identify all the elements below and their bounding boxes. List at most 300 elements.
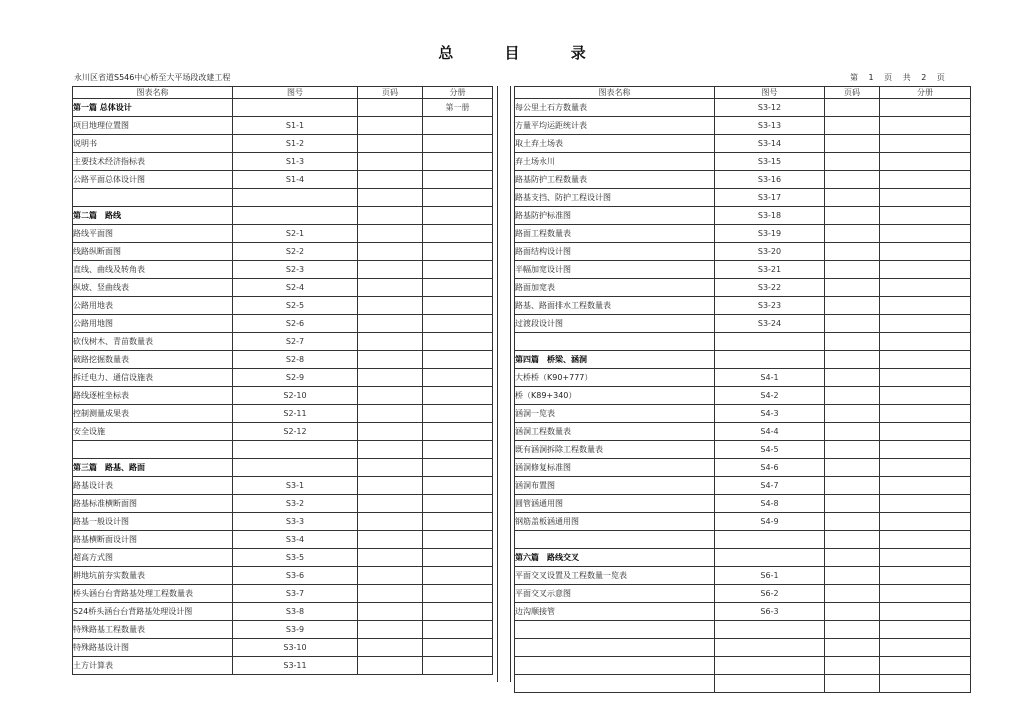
volume-cell xyxy=(880,621,971,639)
drawing-code-cell: S3-21 xyxy=(715,261,825,279)
volume-cell xyxy=(423,243,493,261)
table-row xyxy=(515,459,971,477)
page-number-cell xyxy=(358,117,423,135)
title-char-3: 录 xyxy=(570,44,586,62)
volume-cell xyxy=(423,153,493,171)
drawing-code-cell xyxy=(233,441,358,459)
table-row xyxy=(515,603,971,621)
page-number-cell xyxy=(825,477,880,495)
drawing-code-cell: S3-3 xyxy=(233,513,358,531)
drawing-code-cell: S3-15 xyxy=(715,153,825,171)
page-number-cell xyxy=(825,567,880,585)
page-number-cell xyxy=(825,297,880,315)
drawing-name-cell: 方量平均运距统计表 xyxy=(515,117,715,135)
page-number-cell xyxy=(825,369,880,387)
drawing-code-cell: S2-8 xyxy=(233,351,358,369)
drawing-code-cell xyxy=(233,189,358,207)
page-number-cell xyxy=(358,459,423,477)
drawing-name-cell: 路基设计表 xyxy=(73,477,233,495)
table-row xyxy=(73,657,493,675)
drawing-name-cell: 耕地坑前夯实数量表 xyxy=(73,567,233,585)
table-row xyxy=(73,423,493,441)
page-number-cell xyxy=(825,279,880,297)
drawing-name-cell: 路基横断面设计图 xyxy=(73,531,233,549)
drawing-code-cell: S3-5 xyxy=(233,549,358,567)
drawing-code-cell xyxy=(715,621,825,639)
table-row xyxy=(73,549,493,567)
volume-cell xyxy=(880,333,971,351)
table-row xyxy=(73,351,493,369)
drawing-name-cell: 路线逐桩坐标表 xyxy=(73,387,233,405)
drawing-code-cell: S3-14 xyxy=(715,135,825,153)
drawing-name-cell: 破路挖掘数量表 xyxy=(73,351,233,369)
drawing-name-cell: 第四篇 桥梁、涵洞 xyxy=(515,351,715,369)
volume-cell xyxy=(423,261,493,279)
table-row xyxy=(515,567,971,585)
drawing-code-cell: S3-19 xyxy=(715,225,825,243)
page-title xyxy=(0,42,1024,63)
drawing-name-cell xyxy=(515,639,715,657)
volume-cell xyxy=(423,657,493,675)
drawing-code-cell: S3-17 xyxy=(715,189,825,207)
volume-cell xyxy=(880,171,971,189)
page-number-cell xyxy=(825,333,880,351)
page-number-cell xyxy=(825,153,880,171)
table-row xyxy=(515,135,971,153)
page-number-cell xyxy=(358,243,423,261)
page-number-cell xyxy=(358,423,423,441)
drawing-name-cell: 每公里土石方数量表 xyxy=(515,99,715,117)
drawing-code-cell xyxy=(715,657,825,675)
table-row xyxy=(515,585,971,603)
volume-cell xyxy=(423,333,493,351)
drawing-code-cell: S4-2 xyxy=(715,387,825,405)
drawing-name-cell: 直线、曲线及转角表 xyxy=(73,261,233,279)
header-page: 页码 xyxy=(825,87,880,99)
volume-cell xyxy=(880,675,971,693)
drawing-name-cell xyxy=(515,531,715,549)
drawing-code-cell: S2-12 xyxy=(233,423,358,441)
volume-cell xyxy=(423,171,493,189)
header-name: 图表名称 xyxy=(515,87,715,99)
page-number-cell xyxy=(358,513,423,531)
drawing-code-cell: S4-1 xyxy=(715,369,825,387)
drawing-name-cell xyxy=(73,189,233,207)
table-row xyxy=(73,333,493,351)
drawing-name-cell: 路基防护工程数量表 xyxy=(515,171,715,189)
right-header-row xyxy=(515,87,971,99)
page-number-cell xyxy=(358,495,423,513)
drawing-code-cell: S4-4 xyxy=(715,423,825,441)
drawing-name-cell: 说明书 xyxy=(73,135,233,153)
volume-cell xyxy=(423,513,493,531)
page-number-cell xyxy=(825,531,880,549)
drawing-name-cell: 路面加宽表 xyxy=(515,279,715,297)
page-number-cell xyxy=(825,621,880,639)
drawing-code-cell xyxy=(715,531,825,549)
volume-cell: 第一册 xyxy=(423,99,493,117)
volume-cell xyxy=(880,369,971,387)
drawing-name-cell: 钢筋盖板涵通用图 xyxy=(515,513,715,531)
table-row xyxy=(515,225,971,243)
drawing-name-cell: 涵洞布置图 xyxy=(515,477,715,495)
drawing-code-cell xyxy=(715,549,825,567)
drawing-name-cell: 特殊路基设计图 xyxy=(73,639,233,657)
drawing-name-cell: 取土弃土场表 xyxy=(515,135,715,153)
title-char-2: 目 xyxy=(504,44,520,62)
drawing-code-cell: S4-3 xyxy=(715,405,825,423)
drawing-code-cell: S2-1 xyxy=(233,225,358,243)
table-row xyxy=(515,387,971,405)
drawing-code-cell: S3-8 xyxy=(233,603,358,621)
volume-cell xyxy=(423,297,493,315)
drawing-name-cell: 纵坡、竖曲线表 xyxy=(73,279,233,297)
drawing-name-cell: 半幅加宽设计图 xyxy=(515,261,715,279)
page-number-cell xyxy=(358,387,423,405)
page-number-cell xyxy=(825,495,880,513)
table-row xyxy=(515,621,971,639)
table-row xyxy=(73,243,493,261)
volume-cell xyxy=(423,585,493,603)
volume-cell xyxy=(880,117,971,135)
volume-cell xyxy=(880,495,971,513)
drawing-name-cell: 路基支挡、防护工程设计图 xyxy=(515,189,715,207)
drawing-name-cell: 公路平面总体设计图 xyxy=(73,171,233,189)
header-code: 图号 xyxy=(233,87,358,99)
drawing-name-cell: 平面交叉设置及工程数量一览表 xyxy=(515,567,715,585)
table-row xyxy=(73,477,493,495)
volume-cell xyxy=(880,99,971,117)
page-number-cell xyxy=(825,351,880,369)
table-row xyxy=(515,423,971,441)
drawing-name-cell: 既有涵洞拆除工程数量表 xyxy=(515,441,715,459)
page-number-cell xyxy=(358,639,423,657)
table-row xyxy=(515,639,971,657)
page-number-cell xyxy=(825,603,880,621)
table-row xyxy=(73,585,493,603)
table-row xyxy=(515,495,971,513)
right-index-table xyxy=(514,86,971,693)
drawing-name-cell xyxy=(515,621,715,639)
table-row xyxy=(515,315,971,333)
header-volume: 分册 xyxy=(423,87,493,99)
volume-cell xyxy=(423,189,493,207)
drawing-name-cell: 涵洞修复标准图 xyxy=(515,459,715,477)
section-row xyxy=(73,99,493,117)
drawing-code-cell: S4-7 xyxy=(715,477,825,495)
drawing-code-cell: S3-24 xyxy=(715,315,825,333)
volume-cell xyxy=(423,351,493,369)
drawing-name-cell: 第三篇 路基、路面 xyxy=(73,459,233,477)
page-number-cell xyxy=(825,315,880,333)
table-row xyxy=(515,441,971,459)
drawing-code-cell: S1-2 xyxy=(233,135,358,153)
page-number-cell xyxy=(825,117,880,135)
table-row xyxy=(515,171,971,189)
drawing-code-cell: S2-2 xyxy=(233,243,358,261)
drawing-code-cell: S3-20 xyxy=(715,243,825,261)
header-volume: 分册 xyxy=(880,87,971,99)
table-row xyxy=(515,153,971,171)
volume-cell xyxy=(880,135,971,153)
table-row xyxy=(73,279,493,297)
volume-cell xyxy=(880,297,971,315)
drawing-code-cell: S1-3 xyxy=(233,153,358,171)
page-number-cell xyxy=(358,441,423,459)
drawing-name-cell: 路面工程数量表 xyxy=(515,225,715,243)
volume-cell xyxy=(423,495,493,513)
drawing-name-cell: 土方计算表 xyxy=(73,657,233,675)
volume-cell xyxy=(423,369,493,387)
volume-cell xyxy=(880,513,971,531)
drawing-name-cell: 砍伐树木、青苗数量表 xyxy=(73,333,233,351)
drawing-name-cell: 路基一般设计图 xyxy=(73,513,233,531)
drawing-name-cell xyxy=(73,441,233,459)
volume-cell xyxy=(423,207,493,225)
drawing-code-cell: S2-10 xyxy=(233,387,358,405)
drawing-name-cell: 路基、路面排水工程数量表 xyxy=(515,297,715,315)
drawing-code-cell xyxy=(233,207,358,225)
volume-cell xyxy=(880,279,971,297)
drawing-code-cell: S2-3 xyxy=(233,261,358,279)
volume-cell xyxy=(880,243,971,261)
page-number-cell xyxy=(358,351,423,369)
page-number-cell xyxy=(825,675,880,693)
page-number-cell xyxy=(358,549,423,567)
drawing-name-cell: 特殊路基工程数量表 xyxy=(73,621,233,639)
drawing-name-cell xyxy=(515,675,715,693)
header-code: 图号 xyxy=(715,87,825,99)
drawing-code-cell: S6-3 xyxy=(715,603,825,621)
volume-cell xyxy=(880,351,971,369)
drawing-name-cell: 路线平面图 xyxy=(73,225,233,243)
table-row xyxy=(515,297,971,315)
drawing-name-cell xyxy=(515,657,715,675)
table-row xyxy=(73,567,493,585)
drawing-code-cell: S3-16 xyxy=(715,171,825,189)
drawing-code-cell: S4-9 xyxy=(715,513,825,531)
volume-cell xyxy=(423,225,493,243)
page-number-cell xyxy=(358,621,423,639)
drawing-code-cell: S3-7 xyxy=(233,585,358,603)
volume-cell xyxy=(423,387,493,405)
volume-cell xyxy=(880,189,971,207)
page-number-cell xyxy=(358,297,423,315)
drawing-name-cell: 平面交叉示意图 xyxy=(515,585,715,603)
table-row xyxy=(73,153,493,171)
table-row xyxy=(73,315,493,333)
table-row xyxy=(515,531,971,549)
drawing-name-cell: 涵洞一览表 xyxy=(515,405,715,423)
drawing-name-cell: 项目地理位置图 xyxy=(73,117,233,135)
drawing-code-cell: S4-5 xyxy=(715,441,825,459)
page-number-cell xyxy=(358,603,423,621)
drawing-name-cell: 公路用地表 xyxy=(73,297,233,315)
drawing-name-cell: 涵洞工程数量表 xyxy=(515,423,715,441)
page-number-cell xyxy=(825,387,880,405)
table-row xyxy=(73,639,493,657)
page-number-cell xyxy=(825,549,880,567)
drawing-code-cell xyxy=(715,351,825,369)
table-row xyxy=(73,297,493,315)
page-number-cell xyxy=(825,261,880,279)
page-number-cell xyxy=(358,477,423,495)
drawing-name-cell: 路基防护标准图 xyxy=(515,207,715,225)
volume-cell xyxy=(880,549,971,567)
page-number-cell xyxy=(358,189,423,207)
page-number-cell xyxy=(358,153,423,171)
drawing-code-cell: S6-1 xyxy=(715,567,825,585)
drawing-code-cell: S3-22 xyxy=(715,279,825,297)
volume-cell xyxy=(880,153,971,171)
volume-cell xyxy=(423,315,493,333)
page-number-cell xyxy=(358,657,423,675)
drawing-code-cell: S3-12 xyxy=(715,99,825,117)
column-separator xyxy=(497,86,511,682)
drawing-code-cell: S6-2 xyxy=(715,585,825,603)
drawing-name-cell: 第二篇 路线 xyxy=(73,207,233,225)
page-number-cell xyxy=(825,441,880,459)
drawing-name-cell: 第六篇 路线交叉 xyxy=(515,549,715,567)
page-number-cell xyxy=(825,207,880,225)
page-number-cell xyxy=(825,639,880,657)
page-number-cell xyxy=(358,261,423,279)
page-number-cell xyxy=(825,513,880,531)
table-row xyxy=(73,513,493,531)
drawing-name-cell: S24桥头涵台台背路基处理设计图 xyxy=(73,603,233,621)
volume-cell xyxy=(423,567,493,585)
drawing-name-cell: 路基标准横断面图 xyxy=(73,495,233,513)
page-number-cell xyxy=(825,225,880,243)
drawing-code-cell: S2-11 xyxy=(233,405,358,423)
drawing-code-cell: S2-4 xyxy=(233,279,358,297)
volume-cell xyxy=(880,567,971,585)
page-number-cell xyxy=(358,405,423,423)
table-row xyxy=(515,405,971,423)
drawing-code-cell: S1-4 xyxy=(233,171,358,189)
drawing-code-cell: S3-2 xyxy=(233,495,358,513)
page-number-cell xyxy=(358,333,423,351)
drawing-name-cell: 路面结构设计图 xyxy=(515,243,715,261)
drawing-name-cell: 弃土场永川 xyxy=(515,153,715,171)
drawing-code-cell xyxy=(715,333,825,351)
page-number-cell xyxy=(358,567,423,585)
drawing-name-cell xyxy=(515,333,715,351)
volume-cell xyxy=(423,459,493,477)
project-name: 永川区省道S546中心桥至大平场段改建工程 xyxy=(74,73,231,82)
drawing-code-cell: S3-4 xyxy=(233,531,358,549)
drawing-name-cell: 线路纵断面图 xyxy=(73,243,233,261)
drawing-code-cell: S1-1 xyxy=(233,117,358,135)
left-header-row xyxy=(73,87,493,99)
drawing-code-cell: S2-9 xyxy=(233,369,358,387)
table-row xyxy=(515,513,971,531)
page-number-cell xyxy=(358,315,423,333)
volume-cell xyxy=(423,117,493,135)
section-row xyxy=(515,351,971,369)
drawing-name-cell: 过渡段设计图 xyxy=(515,315,715,333)
table-row xyxy=(515,243,971,261)
volume-cell xyxy=(880,387,971,405)
table-row xyxy=(73,117,493,135)
drawing-code-cell: S3-9 xyxy=(233,621,358,639)
drawing-code-cell: S3-23 xyxy=(715,297,825,315)
volume-cell xyxy=(423,639,493,657)
page-number-cell xyxy=(358,279,423,297)
drawing-code-cell xyxy=(233,459,358,477)
drawing-name-cell: 控制测量成果表 xyxy=(73,405,233,423)
drawing-code-cell xyxy=(715,675,825,693)
table-row xyxy=(73,225,493,243)
table-row xyxy=(73,441,493,459)
volume-cell xyxy=(423,405,493,423)
section-row xyxy=(73,207,493,225)
table-row xyxy=(73,621,493,639)
table-row xyxy=(73,261,493,279)
volume-cell xyxy=(880,459,971,477)
volume-cell xyxy=(423,603,493,621)
table-row xyxy=(73,135,493,153)
volume-cell xyxy=(423,621,493,639)
page-number-cell xyxy=(825,423,880,441)
page-number-cell xyxy=(825,189,880,207)
drawing-name-cell: 桥头涵台台背路基处理工程数量表 xyxy=(73,585,233,603)
page-number-cell xyxy=(358,135,423,153)
page-info: 第 1 页 共 2 页 xyxy=(850,73,945,82)
drawing-code-cell xyxy=(715,639,825,657)
header-page: 页码 xyxy=(358,87,423,99)
volume-cell xyxy=(423,423,493,441)
drawing-name-cell: 主要技术经济指标表 xyxy=(73,153,233,171)
volume-cell xyxy=(880,657,971,675)
page-number-cell xyxy=(825,99,880,117)
volume-cell xyxy=(880,207,971,225)
volume-cell xyxy=(880,531,971,549)
drawing-name-cell: 边沟顺接管 xyxy=(515,603,715,621)
page-number-cell xyxy=(358,531,423,549)
table-row xyxy=(73,387,493,405)
drawing-code-cell: S3-13 xyxy=(715,117,825,135)
volume-cell xyxy=(880,405,971,423)
table-row xyxy=(515,657,971,675)
volume-cell xyxy=(880,261,971,279)
volume-cell xyxy=(880,315,971,333)
volume-cell xyxy=(423,531,493,549)
drawing-code-cell: S2-6 xyxy=(233,315,358,333)
volume-cell xyxy=(423,279,493,297)
volume-cell xyxy=(880,423,971,441)
drawing-name-cell: 桥（K89+340） xyxy=(515,387,715,405)
page-number-cell xyxy=(825,585,880,603)
page-number-cell xyxy=(825,459,880,477)
table-row xyxy=(73,405,493,423)
left-index-table xyxy=(72,86,493,675)
volume-cell xyxy=(423,135,493,153)
table-row xyxy=(73,603,493,621)
drawing-code-cell: S4-8 xyxy=(715,495,825,513)
volume-cell xyxy=(423,441,493,459)
drawing-code-cell: S3-10 xyxy=(233,639,358,657)
drawing-name-cell: 大桥桥（K90+777） xyxy=(515,369,715,387)
table-row xyxy=(73,189,493,207)
table-row xyxy=(73,531,493,549)
table-row xyxy=(515,207,971,225)
drawing-name-cell: 圆管涵通用图 xyxy=(515,495,715,513)
drawing-code-cell: S2-7 xyxy=(233,333,358,351)
drawing-code-cell: S3-1 xyxy=(233,477,358,495)
table-row xyxy=(515,189,971,207)
drawing-code-cell: S3-11 xyxy=(233,657,358,675)
